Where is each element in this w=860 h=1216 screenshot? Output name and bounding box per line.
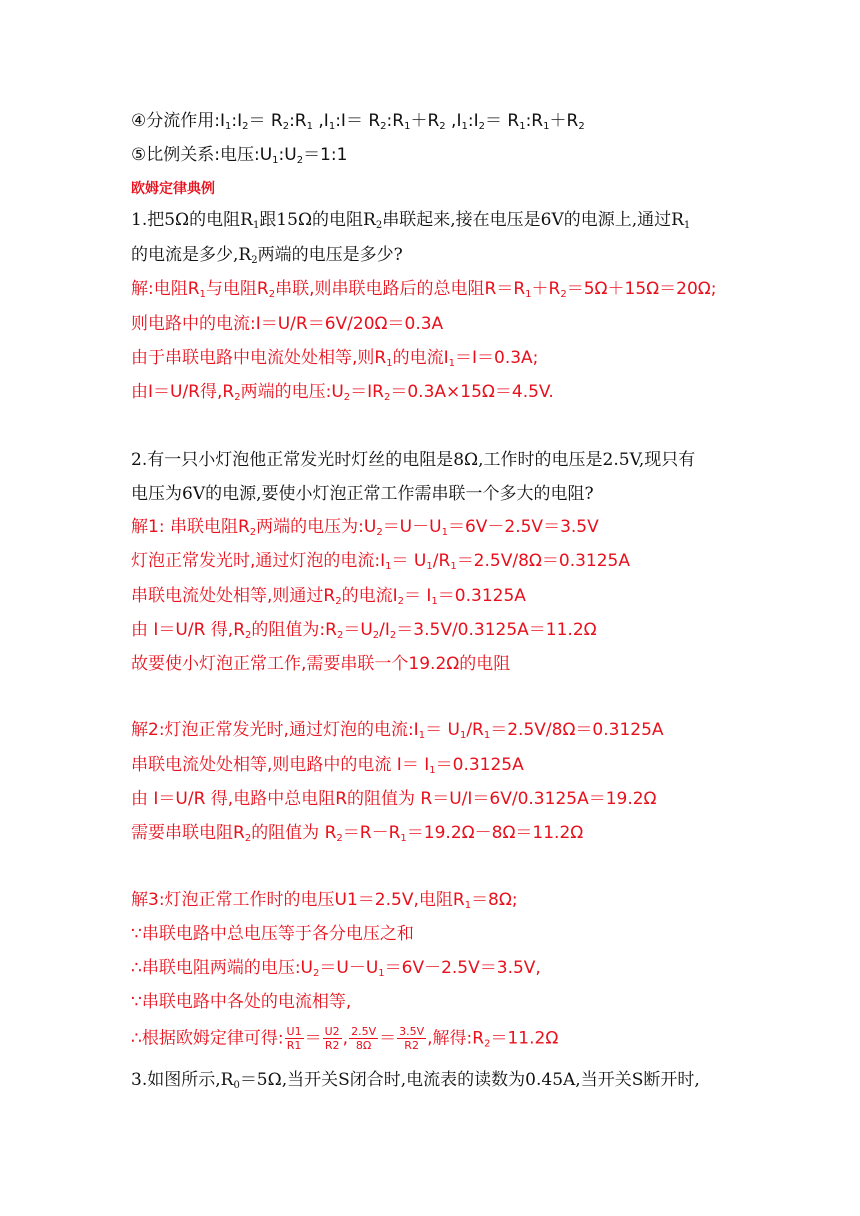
subscript: 2 bbox=[380, 121, 387, 132]
text-run: 与电阻R bbox=[205, 279, 269, 299]
text-run: /R bbox=[466, 720, 484, 740]
problem-2-line-1 bbox=[131, 449, 695, 471]
fraction-numerator: U1 bbox=[286, 1025, 302, 1038]
fraction bbox=[285, 1025, 304, 1052]
solution-2a-line-5 bbox=[131, 653, 510, 675]
subscript: 1 bbox=[386, 358, 393, 369]
text-run: 两端的电压为:U bbox=[256, 517, 377, 537]
text-line-ratio-relation bbox=[131, 144, 347, 166]
text-run: :I＝ R bbox=[335, 111, 381, 131]
text-run: 2.有一只小灯泡他正常发光时灯丝的电阻是8Ω,工作时的电压是2.5V,现只有 bbox=[131, 450, 696, 470]
solution-2a-line-2 bbox=[131, 550, 630, 572]
problem-1-line-1 bbox=[131, 209, 690, 231]
text-run: ,I bbox=[445, 111, 462, 131]
text-run: 解3:灯泡正常工作时的电压U1＝2.5V,电阻R bbox=[131, 890, 465, 910]
fraction bbox=[349, 1025, 378, 1052]
subscript: 2 bbox=[389, 630, 397, 641]
subscript: 2 bbox=[484, 1038, 491, 1050]
subscript: 2 bbox=[268, 289, 276, 300]
text-run: :R bbox=[525, 111, 544, 131]
fraction-denominator: R1 bbox=[286, 1039, 302, 1052]
text-run: 故要使小灯泡正常工作,需要串联一个19.2Ω的电阻 bbox=[131, 654, 511, 674]
subscript: 1 bbox=[418, 730, 426, 741]
text-run: 由I＝U/R得,R bbox=[131, 382, 235, 402]
text-run: 由于串联电路中电流处处相等,则R bbox=[131, 348, 387, 368]
text-run: 跟15Ω的电阻R bbox=[259, 210, 376, 230]
text-run: :R bbox=[386, 111, 405, 131]
text-run: ＝6V－2.5V＝3.5V bbox=[447, 517, 599, 537]
text-run: ＝R－R bbox=[342, 823, 401, 843]
solution-1-line-1 bbox=[131, 278, 716, 300]
subscript: 2 bbox=[296, 155, 304, 166]
fraction bbox=[397, 1025, 426, 1052]
subscript: 2 bbox=[578, 121, 585, 132]
fraction-denominator: 8Ω bbox=[355, 1039, 372, 1052]
text-run: ∴根据欧姆定律可得: bbox=[131, 1028, 284, 1049]
fraction-numerator: U2 bbox=[324, 1025, 340, 1038]
subscript: 2 bbox=[335, 596, 342, 607]
text-run: ＝ U bbox=[391, 551, 427, 571]
text-run: 的电流I bbox=[341, 586, 398, 606]
text-run: ＝3.5V/0.3125A＝11.2Ω bbox=[396, 620, 597, 640]
subscript: 2 bbox=[397, 596, 404, 607]
text-run: 则电路中的电流:I＝U/R＝6V/20Ω＝0.3A bbox=[131, 314, 444, 334]
text-run: ④分流作用:I bbox=[131, 111, 225, 131]
text-run: 1.把5Ω的电阻R bbox=[131, 210, 253, 230]
subscript: 1 bbox=[519, 121, 526, 132]
subscript: 2 bbox=[242, 121, 249, 132]
subscript: 2 bbox=[376, 527, 383, 538]
text-run: :I bbox=[231, 111, 243, 131]
solution-2c-line-3 bbox=[131, 957, 541, 979]
text-run: ,解得:R bbox=[427, 1028, 485, 1049]
subscript: 2 bbox=[234, 392, 241, 403]
text-run: 的电流是多少,R bbox=[131, 245, 252, 265]
text-run: ＝8Ω; bbox=[471, 890, 518, 910]
subscript: 2 bbox=[282, 121, 290, 132]
text-run: 两端的电压是多少? bbox=[257, 245, 403, 265]
solution-1-line-3 bbox=[131, 347, 538, 369]
subscript: 1 bbox=[224, 121, 232, 132]
subscript: 1 bbox=[400, 833, 407, 844]
text-run: ∵串联电路中总电压等于各分电压之和 bbox=[131, 924, 414, 944]
solution-1-line-4 bbox=[131, 381, 554, 403]
subscript: 2 bbox=[336, 630, 344, 641]
subscript: 2 bbox=[439, 121, 446, 132]
text-run: 两端的电压:U bbox=[240, 382, 344, 402]
subscript: 2 bbox=[313, 968, 320, 979]
subscript: 1 bbox=[459, 730, 467, 741]
text-run: ＝ U bbox=[425, 720, 460, 740]
text-run: ＋R bbox=[549, 111, 579, 131]
text-run: ＝ R bbox=[248, 111, 283, 131]
text-run: ＝IR bbox=[350, 382, 384, 402]
text-run: 串联,则串联电路后的总电阻R＝R bbox=[275, 279, 526, 299]
text-run: ＝U－U bbox=[382, 517, 442, 537]
text-run: :I bbox=[467, 111, 479, 131]
text-run: 解:电阻R bbox=[131, 279, 200, 299]
text-run: /R bbox=[432, 551, 451, 571]
solution-2c-line-2 bbox=[131, 923, 414, 945]
problem-1-line-2 bbox=[131, 244, 403, 266]
solution-2a-line-3 bbox=[131, 585, 526, 607]
text-run: ＝1:1 bbox=[303, 145, 348, 165]
text-run: /I bbox=[379, 620, 390, 640]
subscript: 1 bbox=[272, 155, 279, 166]
text-run: ＝19.2Ω－8Ω＝11.2Ω bbox=[406, 823, 584, 843]
section-heading-ohms-law-examples bbox=[131, 178, 215, 200]
solution-1-line-2 bbox=[131, 313, 443, 335]
text-run: ＋R bbox=[410, 111, 440, 131]
subscript: 2 bbox=[560, 289, 567, 300]
subscript: 1 bbox=[683, 220, 691, 231]
subscript: 2 bbox=[375, 220, 383, 231]
text-run: 灯泡正常发光时,通过灯泡的电流:I bbox=[131, 551, 386, 571]
subscript: 1 bbox=[328, 121, 336, 132]
text-run: ＝ bbox=[379, 1028, 397, 1049]
subscript: 1 bbox=[483, 730, 491, 741]
subscript: 2 bbox=[251, 255, 258, 266]
text-run: ＝11.2Ω bbox=[490, 1028, 559, 1049]
subscript: 1 bbox=[385, 561, 392, 572]
text-run: 由 I＝U/R 得,R bbox=[131, 620, 246, 640]
text-run: 串联电流处处相等,则通过R bbox=[131, 586, 336, 606]
text-run: 串联电流处处相等,则电路中的电流 I＝ I bbox=[131, 755, 430, 775]
text-run: ＝5Ω＋15Ω＝20Ω; bbox=[566, 279, 717, 299]
subscript: 1 bbox=[252, 220, 260, 231]
text-line-shunt-effect bbox=[131, 110, 585, 132]
text-run: ＝0.3125A bbox=[437, 586, 526, 606]
text-run: ＝2.5V/8Ω＝0.3125A bbox=[456, 551, 630, 571]
solution-2c-line-5 bbox=[131, 1025, 558, 1052]
subscript: 1 bbox=[306, 121, 313, 132]
text-run: ＝ bbox=[304, 1028, 322, 1049]
text-run: 的电流I bbox=[392, 348, 449, 368]
text-run: , bbox=[342, 1028, 349, 1049]
text-run: :R bbox=[289, 111, 307, 131]
text-run: 串联起来,接在电压是6V的电源上,通过R bbox=[382, 210, 684, 230]
subscript: 1 bbox=[431, 596, 438, 607]
subscript: 1 bbox=[448, 358, 455, 369]
text-run: ＝I＝0.3A; bbox=[454, 348, 539, 368]
solution-2b-line-2 bbox=[131, 754, 524, 776]
text-run: ＝U－U bbox=[319, 958, 379, 978]
subscript: 2 bbox=[244, 833, 252, 844]
fraction-denominator: R2 bbox=[324, 1039, 340, 1052]
subscript: 2 bbox=[245, 630, 252, 641]
text-run: 的阻值为:R bbox=[251, 620, 337, 640]
subscript: 2 bbox=[383, 392, 391, 403]
text-run: ＝ R bbox=[484, 111, 520, 131]
text-run: 的阻值为 R bbox=[251, 823, 337, 843]
subscript: 1 bbox=[441, 527, 448, 538]
solution-2c-line-4 bbox=[131, 991, 351, 1013]
problem-2-line-2 bbox=[131, 483, 594, 505]
text-run: ＝5Ω,当开关S闭合时,电流表的读数为0.45A,当开关S断开时, bbox=[239, 1070, 700, 1090]
text-run: ＝6V－2.5V＝3.5V, bbox=[384, 958, 541, 978]
subscript: 1 bbox=[543, 121, 550, 132]
text-run: 由 I＝U/R 得,电路中总电阻R的阻值为 R＝U/I＝6V/0.3125A＝19.2Ω bbox=[131, 789, 657, 809]
subscript: 0 bbox=[233, 1080, 240, 1091]
text-run: ∴串联电阻两端的电压:U bbox=[131, 958, 313, 978]
fraction-numerator: 2.5V bbox=[351, 1025, 377, 1038]
text-run: ＝ I bbox=[403, 586, 432, 606]
text-run: 需要串联电阻R bbox=[131, 823, 245, 843]
text-run: :U bbox=[278, 145, 297, 165]
subscript: 1 bbox=[378, 968, 385, 979]
subscript: 1 bbox=[461, 121, 468, 132]
text-run: 解1: 串联电阻R bbox=[131, 517, 250, 537]
text-run: ＝U bbox=[343, 620, 373, 640]
solution-2b-line-4 bbox=[131, 822, 583, 844]
text-run: ＋R bbox=[531, 279, 561, 299]
subscript: 1 bbox=[404, 121, 411, 132]
text-run: ＝0.3125A bbox=[435, 755, 524, 775]
subscript: 2 bbox=[336, 833, 343, 844]
subscript: 2 bbox=[249, 527, 257, 538]
fraction bbox=[323, 1025, 342, 1052]
subscript: 1 bbox=[429, 765, 436, 776]
text-run: ,I bbox=[313, 111, 329, 131]
text-run: ＝0.3A×15Ω＝4.5V. bbox=[390, 382, 554, 402]
fraction-denominator: R2 bbox=[404, 1039, 419, 1052]
solution-2b-line-3 bbox=[131, 788, 657, 810]
subscript: 1 bbox=[199, 289, 206, 300]
text-run: ＝2.5V/8Ω＝0.3125A bbox=[490, 720, 664, 740]
solution-2c-line-1 bbox=[131, 889, 518, 911]
text-run: ⑤比例关系:电压:U bbox=[131, 145, 273, 165]
subscript: 1 bbox=[464, 900, 472, 911]
text-run: 解2:灯泡正常发光时,通过灯泡的电流:I bbox=[131, 720, 419, 740]
text-run: 3.如图所示,R bbox=[131, 1070, 234, 1090]
solution-2a-line-4 bbox=[131, 619, 597, 641]
text-run: ∵串联电路中各处的电流相等, bbox=[131, 992, 352, 1012]
subscript: 2 bbox=[478, 121, 485, 132]
solution-2b-line-1 bbox=[131, 719, 664, 741]
subscript: 1 bbox=[525, 289, 532, 300]
solution-2a-line-1 bbox=[131, 516, 599, 538]
problem-3-line-1 bbox=[131, 1069, 700, 1091]
subscript: 2 bbox=[372, 630, 380, 641]
fraction-numerator: 3.5V bbox=[399, 1025, 425, 1038]
subscript: 1 bbox=[426, 561, 433, 572]
subscript: 1 bbox=[450, 561, 457, 572]
text-run: 电压为6V的电源,要使小灯泡正常工作需串联一个多大的电阻? bbox=[131, 484, 594, 504]
subscript: 2 bbox=[343, 392, 351, 403]
text-run: 欧姆定律典例 bbox=[131, 181, 215, 197]
